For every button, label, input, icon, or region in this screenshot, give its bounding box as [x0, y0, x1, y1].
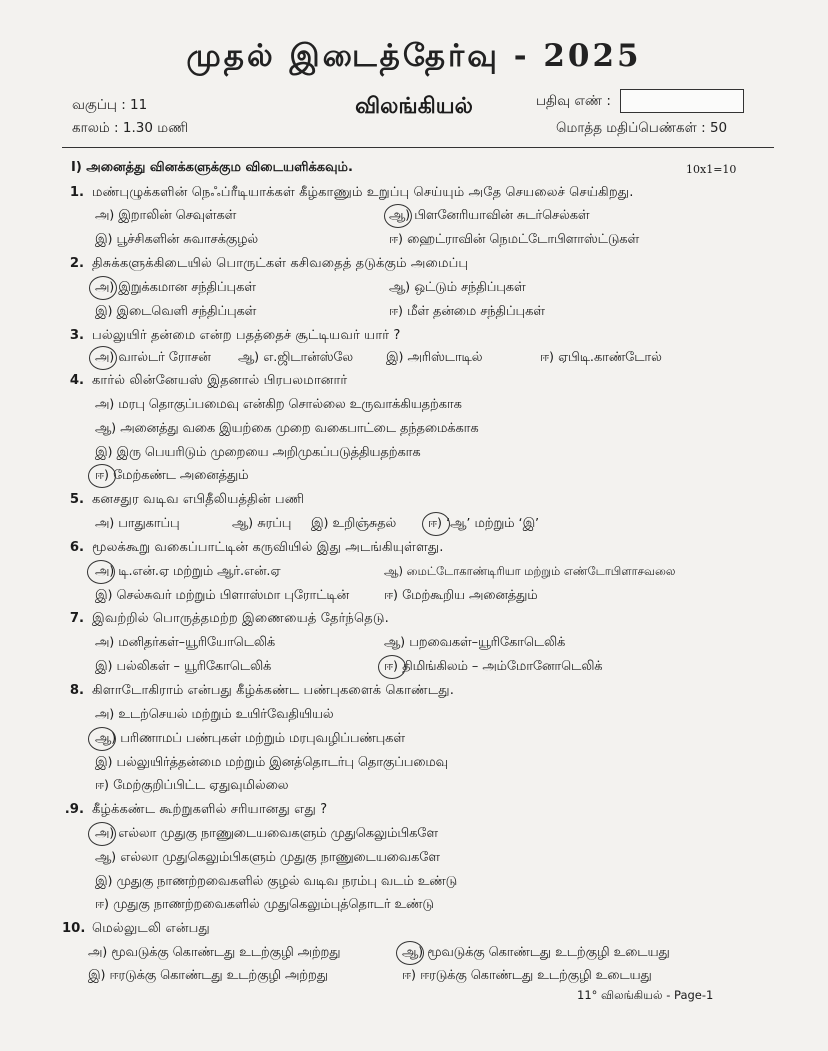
question-number: 3.	[69, 328, 84, 343]
section-marks: 10x1=10	[686, 163, 737, 176]
option-c: இ) உறிஞ்சுதல்	[311, 516, 397, 531]
option-b: ஆ) பரிணாமப் பண்புகள் மற்றும் மரபுவழிப்பண்புகள்	[95, 731, 405, 746]
question-text: திசுக்களுக்கிடையில் பொருட்கள் கசிவதைத் தடுக்கும் அமைப்பு	[92, 256, 469, 271]
option-b: ஆ) பிளனேரியாவின் சுடர்செல்கள்	[389, 208, 590, 223]
option-c: இ) இரு பெயரிடும் முறையை அறிமுகப்படுத்தியதற்காக	[95, 445, 421, 460]
total-marks-label: மொத்த மதிப்பெண்கள் : 50	[556, 120, 728, 136]
question-number: 2.	[69, 256, 84, 271]
option-d: ஈ) திமிங்கிலம் – அம்மோனோடெலிக்	[384, 659, 603, 674]
option-c: இ) பூச்சிகளின் சுவாசக்குழல்	[95, 232, 259, 247]
question-text: மண்புழுக்களின் நெஃப்ரீடியாக்கள் கீழ்காணும் உறுப்பு செய்யும் அதே செயலைச் செய்கிறது.	[92, 185, 634, 200]
answer-circle-mark	[88, 464, 116, 488]
option-a: அ) வால்டர் ரோசன்	[95, 350, 211, 365]
reg-no-label: பதிவு எண் :	[536, 93, 611, 109]
option-b: ஆ) எல்லா முதுகெலும்பிகளும் முதுகு நாணுடையவைகளே	[95, 850, 440, 865]
question-number: 4.	[69, 373, 84, 388]
question-text: மெல்லுடலி என்பது	[92, 921, 210, 936]
question-text: கார்ல் லின்னேயஸ் இதனால் பிரபலமானார்	[92, 373, 348, 388]
question-number: .9.	[64, 802, 84, 817]
answer-circle-mark	[422, 512, 450, 536]
option-b: ஆ) ஒட்டும் சந்திப்புகள்	[389, 280, 526, 295]
option-c: இ) செல்சுவர் மற்றும் பிளாஸ்மா புரோட்டின்	[95, 588, 349, 603]
answer-circle-mark	[89, 276, 117, 300]
option-c: இ) ஈரடுக்கு கொண்டது உடற்குழி அற்றது	[88, 968, 328, 983]
header-divider	[62, 147, 774, 148]
option-d: ஈ) மேற்குறிப்பிட்ட ஏதுவுமில்லை	[95, 778, 289, 793]
question-number: 7.	[69, 611, 84, 626]
exam-title: முதல் இடைத்தேர்வு - 2025	[186, 38, 642, 74]
subject-title: விலங்கியல்	[355, 94, 473, 119]
answer-circle-mark	[89, 346, 117, 370]
question-number: 6.	[69, 540, 84, 555]
option-a: அ) இறாலின் செவுள்கள்	[95, 208, 237, 223]
option-d: ஈ) மீள் தன்மை சந்திப்புகள்	[389, 304, 545, 319]
option-a: அ) எல்லா முதுகு நாணுடையவைகளும் முதுகெலும்பிகளே	[95, 826, 438, 841]
option-c: இ) பல்லிகள் – யூரிகோடெலிக்	[95, 659, 272, 674]
option-a: அ) டி.என்.ஏ மற்றும் ஆர்.என்.ஏ	[95, 564, 281, 579]
option-b: ஆ) அனைத்து வகை இயற்கை முறை வகைபாட்டை தந்தமைக்காக	[95, 421, 479, 436]
time-label: காலம் : 1.30 மணி	[72, 120, 189, 136]
answer-circle-mark	[378, 655, 406, 679]
class-label: வகுப்பு : 11	[72, 97, 148, 113]
question-text: கிளாடோகிராம் என்பது கீழ்க்கண்ட பண்புகளைக் கொண்டது.	[92, 683, 454, 698]
option-b: ஆ) பறவைகள்–யூரிகோடெலிக்	[384, 635, 566, 650]
question-text: இவற்றில் பொருத்தமற்ற இணையைத் தேர்ந்தெடு.	[92, 611, 389, 626]
option-d: ஈ) ‘ஆ’ மற்றும் ‘இ’	[428, 516, 540, 531]
option-d: ஈ) மேற்கூறிய அனைத்தும்	[384, 588, 538, 603]
answer-circle-mark	[384, 204, 412, 228]
question-text: கீழ்க்கண்ட கூற்றுகளில் சரியானது எது ?	[92, 802, 328, 817]
option-d: ஈ) ஹைட்ராவின் நெமட்டோபிளாஸ்ட்டுகள்	[389, 232, 639, 247]
option-d: ஈ) முதுகு நாணற்றவைகளில் முதுகெலும்புத்தொடர் உண்டு	[95, 897, 434, 912]
option-b: ஆ) சுரப்பு	[232, 516, 292, 531]
section-instruction: I) அனைத்து வினக்களுக்கும விடையளிக்கவும்.	[71, 160, 353, 175]
question-number: 1.	[69, 185, 84, 200]
option-c: இ) இடைவெளி சந்திப்புகள்	[95, 304, 257, 319]
option-d: ஈ) மேற்கண்ட அனைத்தும்	[95, 468, 249, 483]
option-a: அ) இறுக்கமான சந்திப்புகள்	[95, 280, 256, 295]
option-a: அ) பாதுகாப்பு	[95, 516, 180, 531]
question-number: 8.	[69, 683, 84, 698]
question-text: பல்லுயிர் தன்மை என்ற பதத்தைச் சூட்டியவர் யார் ?	[92, 328, 401, 343]
option-a: அ) உடற்செயல் மற்றும் உயிர்வேதியியல்	[95, 707, 334, 722]
question-text: கனசதுர வடிவ எபிதீலியத்தின் பணி	[92, 492, 305, 507]
option-d: ஈ) ஏபிடி.காண்டோல்	[540, 350, 662, 365]
question-number: 5.	[69, 492, 84, 507]
option-d: ஈ) ஈரடுக்கு கொண்டது உடற்குழி உடையது	[402, 968, 652, 983]
answer-circle-mark	[88, 727, 116, 751]
option-b: ஆ) எ.ஜிடான்ஸ்லே	[238, 350, 354, 365]
answer-circle-mark	[396, 941, 424, 965]
option-a: அ) மனிதர்கள்–யூரியோடெலிக்	[95, 635, 276, 650]
question-text: மூலக்கூறு வகைப்பாட்டின் கருவியில் இது அடங்கியுள்ளது.	[92, 540, 444, 555]
option-a: அ) மரபு தொகுப்பமைவு என்கிற சொல்லை உருவாக்கியதற்காக	[95, 397, 462, 412]
option-c: இ) முதுகு நாணற்றவைகளில் குழல் வடிவ நரம்பு வடம் உண்டு	[95, 874, 458, 889]
option-b: ஆ) மைட்டோகாண்டிரியா மற்றும் எண்டோபிளாசவலை	[384, 564, 676, 578]
answer-circle-mark	[87, 560, 115, 584]
option-a: அ) மூவடுக்கு கொண்டது உடற்குழி அற்றது	[88, 945, 341, 960]
option-c: இ) அரிஸ்டாடில்	[386, 350, 483, 365]
option-b: ஆ) மூவடுக்கு கொண்டது உடற்குழி உடையது	[402, 945, 670, 960]
reg-no-box	[620, 89, 744, 113]
answer-circle-mark	[88, 822, 116, 846]
option-c: இ) பல்லுயிர்த்தன்மை மற்றும் இனத்தொடர்பு தொகுப்பமைவு	[95, 755, 448, 770]
question-number: 10.	[62, 921, 86, 936]
page-footer: 11° விலங்கியல் - Page-1	[577, 988, 714, 1002]
